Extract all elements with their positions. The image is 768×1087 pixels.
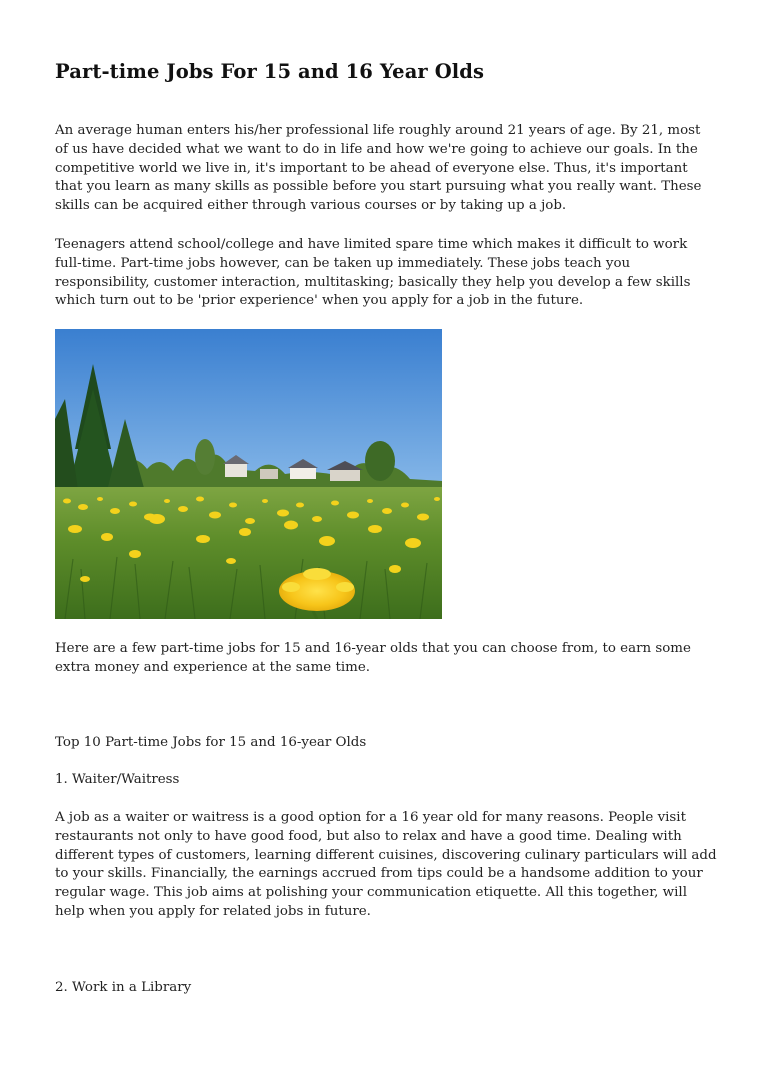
item1-heading: 1. Waiter/Waitress [55,772,180,787]
dandelion-field-photo [55,329,442,619]
item1-paragraph: A job as a waiter or waitress is a good option for a 16 year old for many reasons. People visit restaurants not only to have good food, but also to relax and have a good time. Dealing with different types of customers, learning different cuisines, discovering culinary particulars will add to your skills. Financially, the earnings accrued from tips could be a handsome addition to your regular wage. This job aims at polishing your communication etiquette. All this together, will help when you apply for related jobs in future. [55,810,717,919]
teenagers-paragraph: Teenagers attend school/college and have limited spare time which makes it difficult to work full-time. Part-time jobs however, can be taken up immediately. These jobs teach you responsibility, customer interaction, multitasking; basically they help you develop a few skills which turn out to be 'prior experience' when you apply for a job in the future. [55,237,691,309]
item2-heading: 2. Work in a Library [55,980,192,995]
page-title: Part-time Jobs For 15 and 16 Year Olds [55,60,485,83]
top10-heading: Top 10 Part-time Jobs for 15 and 16-year Olds [55,735,367,750]
intro-paragraph: An average human enters his/her professional life roughly around 21 years of age. By 21, most of us have decided what we want to do in life and how we're going to achieve our goals. In the competitive world we live in, it's important to be ahead of everyone else. Thus, it's important that you learn as many skills as possible before you start pursuing what you really want. These skills can be acquired either through various courses or by taking up a job. [55,123,702,214]
here-are-paragraph: Here are a few part-time jobs for 15 and 16-year olds that you can choose from, to earn some extra money and experience at the same time. [55,641,691,675]
